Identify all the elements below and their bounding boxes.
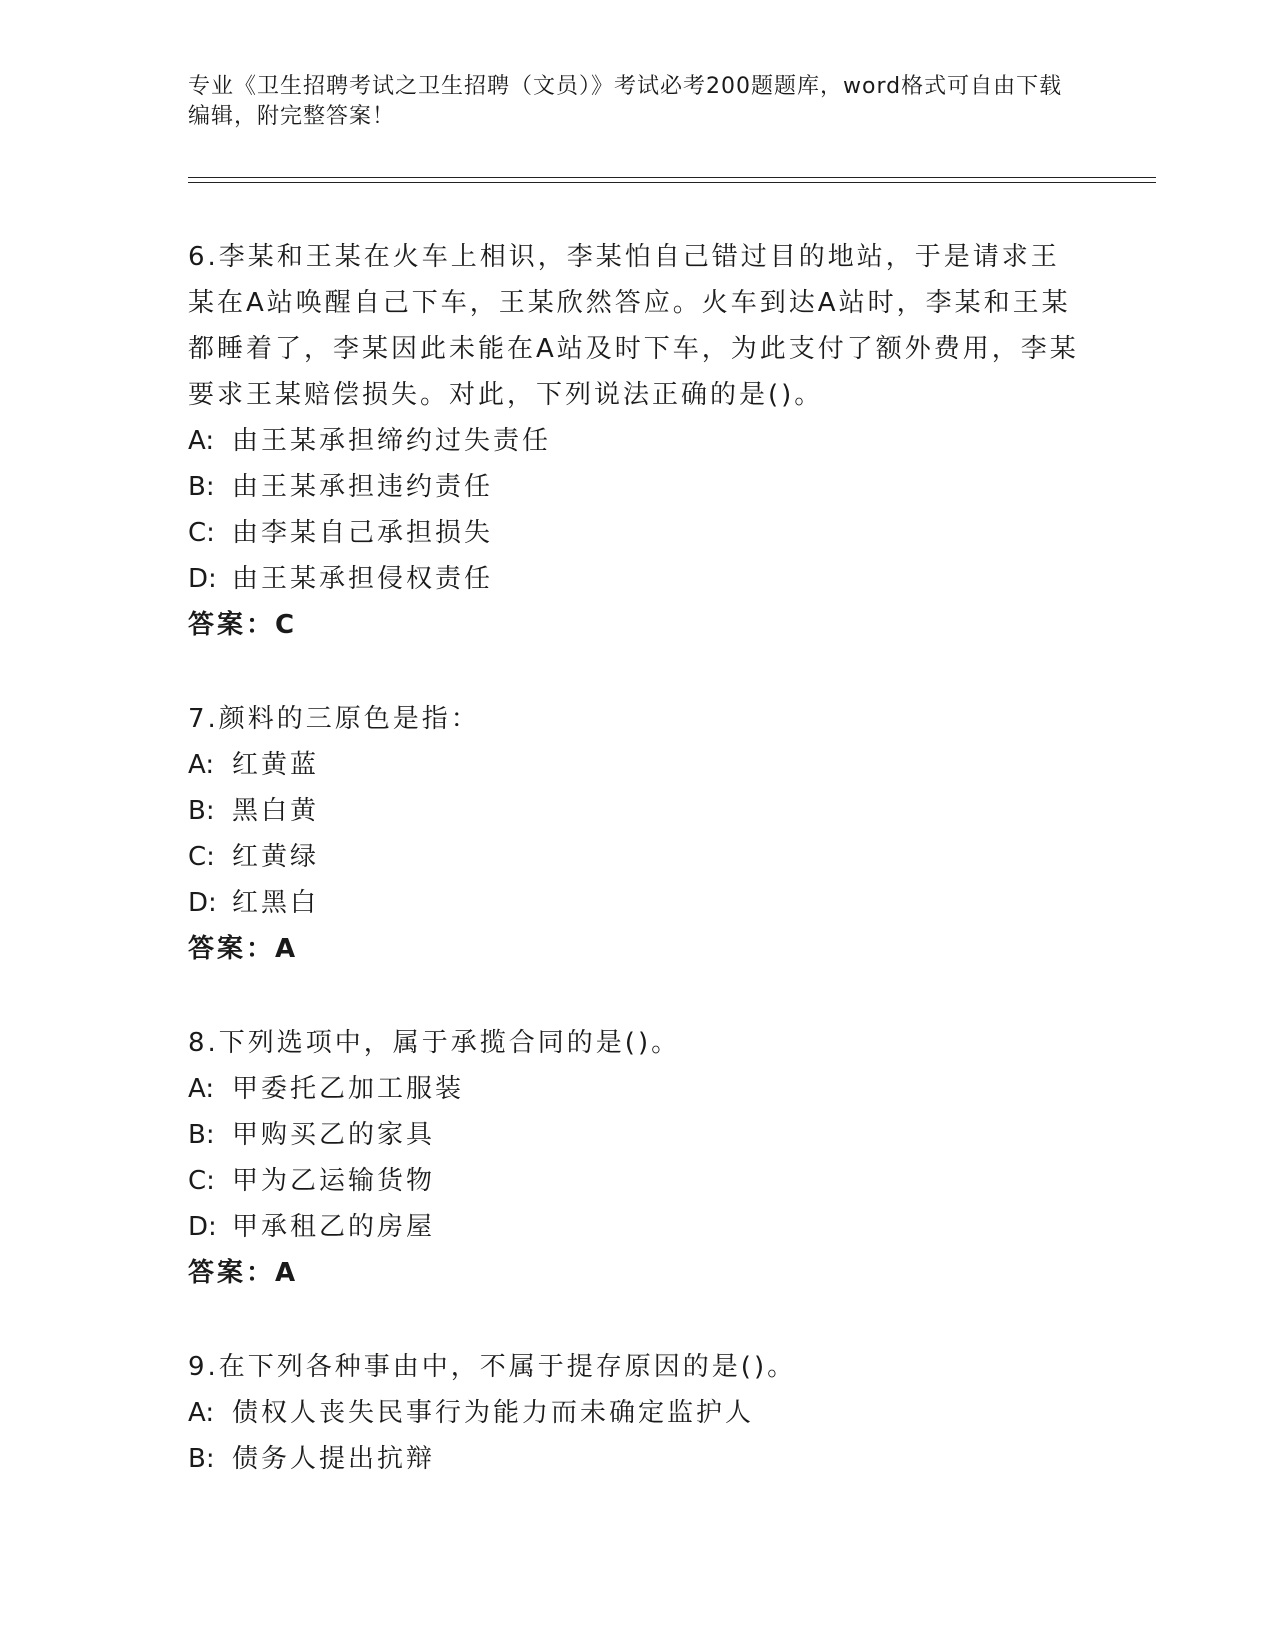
option-letter: D: [188, 1212, 217, 1242]
question-6 [188, 234, 1088, 648]
option-b [188, 464, 1088, 510]
option-letter: C: [188, 1166, 215, 1196]
option-c [188, 510, 1088, 556]
option-d [188, 1204, 1088, 1250]
option-a [188, 742, 1088, 788]
option-text: 甲承租乙的房屋 [232, 1212, 436, 1242]
option-a [188, 1390, 1088, 1436]
option-text: 红黄蓝 [232, 750, 320, 780]
question-stem: 6.李某和王某在火车上相识，李某怕自己错过目的地站，于是请求王某在A站唤醒自己下车，王某欣然答应。火车到达A站时，李某和王某都睡着了，李某因此未能在A站及时下车，为此支付了额外费用，李某要求王某赔偿损失。对此，下列说法正确的是()。 [188, 242, 1079, 410]
header-rule-bottom [188, 182, 1156, 183]
option-b [188, 788, 1088, 834]
option-text: 甲购买乙的家具 [232, 1120, 436, 1150]
option-a [188, 418, 1088, 464]
option-letter: B: [188, 472, 215, 502]
option-text: 红黄绿 [232, 842, 320, 872]
option-text: 由王某承担缔约过失责任 [232, 426, 552, 456]
option-d [188, 880, 1088, 926]
question-7 [188, 696, 1088, 972]
question-list [188, 234, 1088, 1530]
option-text: 黑白黄 [232, 796, 320, 826]
option-text: 债务人提出抗辩 [232, 1444, 436, 1474]
option-letter: C: [188, 518, 215, 548]
option-c [188, 1158, 1088, 1204]
option-letter: A: [188, 1074, 215, 1104]
option-letter: A: [188, 1398, 215, 1428]
question-stem: 7.颜料的三原色是指： [188, 704, 480, 734]
question-9 [188, 1344, 1088, 1482]
option-c [188, 834, 1088, 880]
option-text: 由王某承担侵权责任 [232, 564, 494, 594]
option-letter: B: [188, 1120, 215, 1150]
option-letter: B: [188, 1444, 215, 1474]
option-text: 甲为乙运输货物 [232, 1166, 436, 1196]
question-8 [188, 1020, 1088, 1296]
option-b [188, 1112, 1088, 1158]
option-text: 甲委托乙加工服装 [232, 1074, 465, 1104]
option-letter: A: [188, 750, 215, 780]
answer-line: 答案：A [188, 934, 299, 964]
option-letter: B: [188, 796, 215, 826]
document-header: 专业《卫生招聘考试之卫生招聘（文员）》考试必考200题题库，word格式可自由下载编辑，附完整答案！ [188, 74, 1063, 129]
option-letter: D: [188, 888, 217, 918]
option-text: 由李某自己承担损失 [232, 518, 494, 548]
header-rule-top [188, 177, 1156, 178]
question-stem: 8.下列选项中，属于承揽合同的是()。 [188, 1028, 681, 1058]
answer-line: 答案：A [188, 1258, 299, 1288]
option-letter: D: [188, 564, 217, 594]
option-text: 由王某承担违约责任 [232, 472, 494, 502]
option-letter: C: [188, 842, 215, 872]
option-text: 红黑白 [232, 888, 320, 918]
option-text: 债权人丧失民事行为能力而未确定监护人 [232, 1398, 755, 1428]
option-b [188, 1436, 1088, 1482]
option-d [188, 556, 1088, 602]
option-letter: A: [188, 426, 215, 456]
question-stem: 9.在下列各种事由中，不属于提存原因的是()。 [188, 1352, 797, 1382]
option-a [188, 1066, 1088, 1112]
answer-line: 答案：C [188, 610, 298, 640]
